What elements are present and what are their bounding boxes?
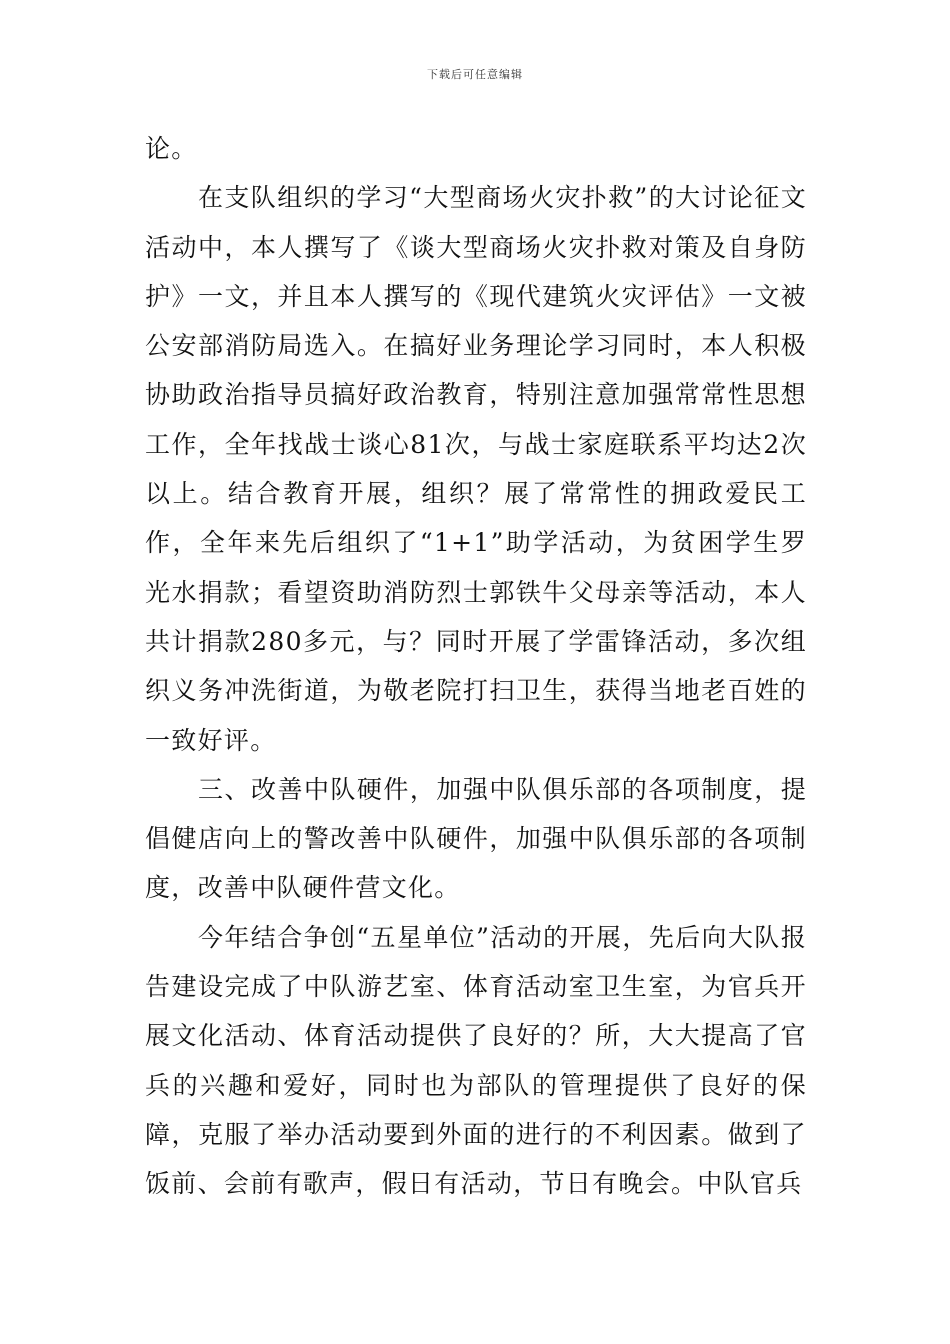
paragraph-five-star-unit: 今年结合争创“五星单位”活动的开展，先后向大队报告建设完成了中队游艺室、体育活动室卫生室，为官兵开展文化活动、体育活动提供了良好的？所，大大提高了官兵的兴趣和爱好，同时也为部队的管理提供了良好的保障，克服了举办活动要到外面的进行的不利因素。做到了饭前、会前有歌声，假日有活动，节日有晚会。中队官兵 (145, 922, 807, 1199)
document-body (145, 124, 807, 1209)
paragraph-essay-activities: 在支队组织的学习“大型商场火灾扑救”的大讨论征文活动中，本人撰写了《谈大型商场火灾扑救对策及自身防护》一文，并且本人撰写的《现代建筑火灾评估》一文被公安部消防局选入。在搞好业务理论学习同时，本人积极协助政治指导员搞好政治教育，特别注意加强常常性思想工作，全年找战士谈心81次，与战士家庭联系平均达2次以上。结合教育开展，组织？展了常常性的拥政爱民工作，全年来先后组织了“1+1”助学活动，为贫困学生罗光水捐款；看望资助消防烈士郭铁牛父母亲等活动，本人共计捐款280多元，与？同时开展了学雷锋活动，多次组织义务冲洗街道，为敬老院打扫卫生，获得当地老百姓的一致好评。 (145, 183, 807, 755)
page-header: 下载后可任意编辑 (427, 68, 523, 81)
paragraph-section-three-heading: 三、改善中队硬件，加强中队俱乐部的各项制度，提倡健店向上的警改善中队硬件，加强中队俱乐部的各项制度，改善中队硬件营文化。 (145, 774, 807, 903)
paragraph-continuation: 论。 (145, 134, 198, 163)
